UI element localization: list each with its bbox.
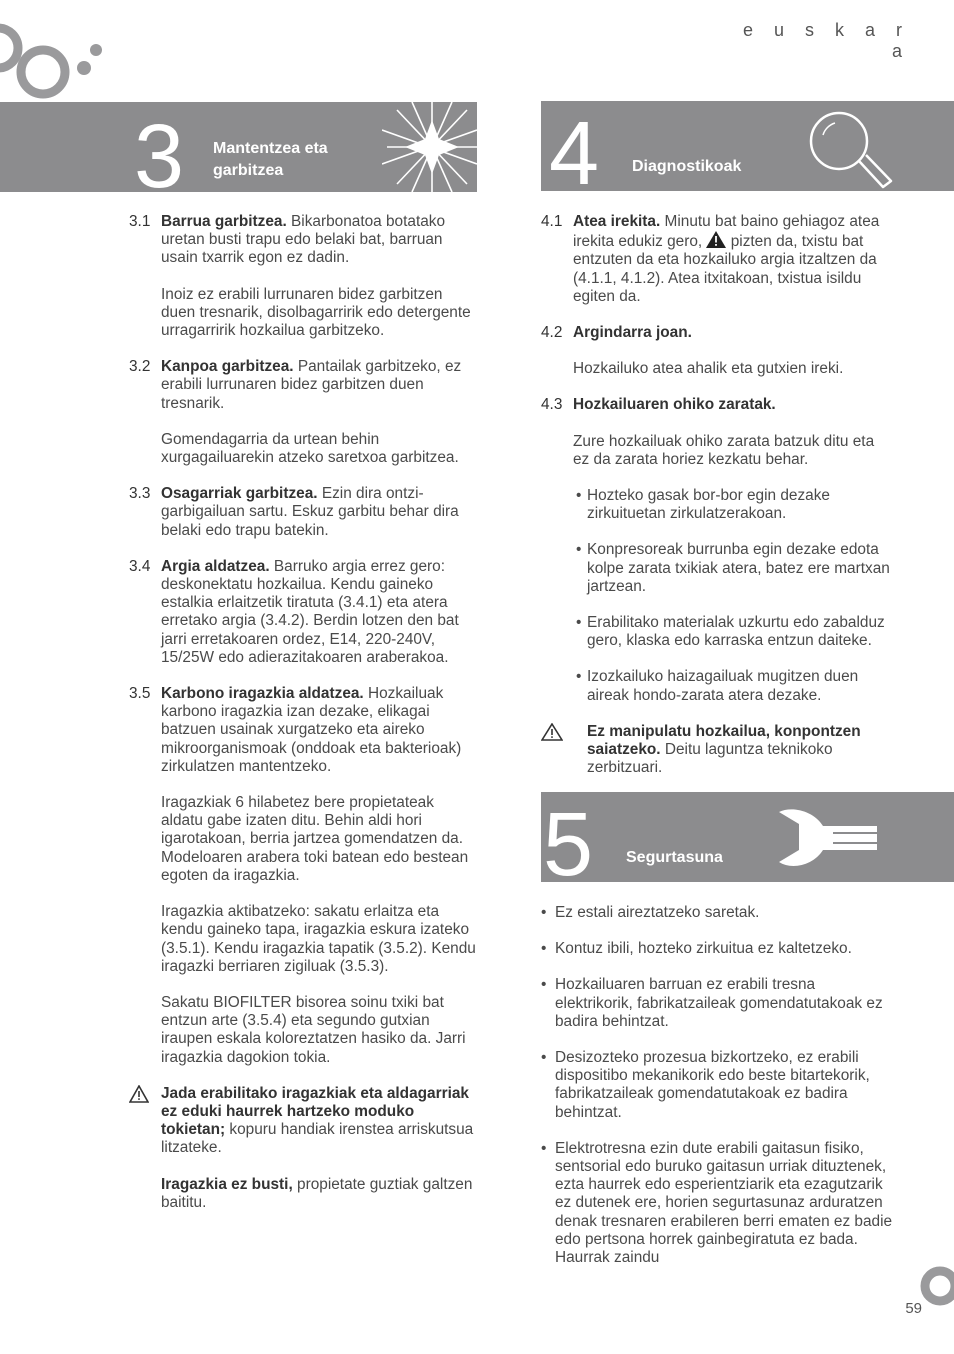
section-3-header	[0, 102, 477, 192]
section-5-number: 5	[543, 795, 594, 882]
item-3-3-heading: Osagarriak garbitzea.	[161, 485, 318, 503]
item-3-5: 3.5 Karbono iragazkia aldatzea. Hozkailuak karbono iragazkia izan dezake, elikagai batzuen usainak xurgatzeko eta aireko mikroorganismoak (onddoak eta bakterioak) zirkulatzen mantentzeko. Iragazkiak 6 hilabetez bere propietateak aldatu gabe izaten ditu. Behin aldi hori igarotakoan, berria jartzea gomendatzen da. Modeloaren arabera toki batean edo bestean egoten da iragazkia. Iragazkia aktibatzeko: sakatu erlaitza eta kendu gaineko tapa, iragazkia eskura izateko (3.5.1). Kendu iragazkia tapatik (3.5.2). Kendu iragazki berriaren zigiluak (3.5.3). Sakatu BIOFILTER bisorea soinu txiki bat entzun arte (3.5.4) eta segundo gutxian iraupen eskala koloreztatzen hasiko da. Jarri iragazkia dagokion tokia.	[129, 685, 479, 1067]
list-item: • Desizozteko prozesua bizkortzeko, ez erabili dispositibo mekanikorik edo beste bitartekorik, fabrikatzaileak gomendatutakoak ez badira behintzat.	[541, 1049, 870, 1121]
section-5-title: Segurtasuna	[626, 849, 723, 866]
item-4-2-heading: Argindarra joan.	[573, 324, 692, 342]
item-3-2-note: Gomendagarria da urtean behin xurgagailuarekin atzeko saretxoa garbitzea.	[161, 430, 459, 467]
sparkle-icon	[382, 102, 477, 192]
item-3-2: 3.2 Kanpoa garbitzea. Pantailak garbitzeko, ez erabili lurrunaren bidez garbitzen duen tresnarik. Gomendagarria da urtean behin xurgagailuarekin atzeko saretxoa garbitzea.	[129, 358, 479, 467]
list-item: • Erabilitako materialak uzkurtu edo zabalduz gero, klaska edo karraska entzun daiteke.	[576, 614, 885, 650]
corner-circle-decoration	[918, 1264, 954, 1308]
item-3-5-heading: Karbono iragazkia aldatzea.	[161, 685, 364, 703]
wrench-icon	[773, 806, 883, 872]
list-item: • Izozkailuko haizagailuak mugitzen duen aireak hondo-zarata atera dezake.	[576, 668, 859, 704]
language-label: e u s k a r a	[742, 20, 910, 61]
list-item: • Hozteko gasak bor-bor egin dezake zirkuituetan zirkulatzerakoan.	[576, 487, 830, 523]
section-3-content	[129, 213, 479, 1230]
warning-icon	[541, 723, 563, 741]
alarm-triangle-icon	[706, 231, 726, 248]
magnifier-icon	[803, 109, 898, 191]
section-4-title: Diagnostikoak	[632, 158, 742, 175]
item-3-5-note-3: Sakatu BIOFILTER bisorea soinu txiki bat entzun arte (3.5.4) eta segundo gutxian iraupen eskala koloreztatzen hasiko da. Jarri iragazkia dagokion tokia.	[161, 993, 466, 1066]
section-3-warning: Jada erabilitako iragazkiak eta aldagarriak ez eduki haurrek hartzeko moduko tokietan; kopuru handiak irenstea arriskutsua litzateke. Iragazkia ez busti, propietate guztiak galtzen baititu.	[129, 1085, 479, 1212]
item-4-1-heading: Atea irekita.	[573, 213, 661, 230]
item-4-3-heading: Hozkailuaren ohiko zaratak.	[573, 396, 776, 414]
item-4-1: 4.1 Atea irekita. Minutu bat baino gehiagoz atea irekita edukiz gero, pizten da, txistu bat entzuten da eta hozkailuko argia itzaltzen da (4.1.1, 4.1.2). Atea itxitakoan, txistua isildu egiten da.	[541, 213, 880, 305]
list-item: • Hozkailuaren barruan ez erabili tresna elektrikorik, fabrikatzaileak gomendatutakoak ez badira behintzat.	[541, 976, 883, 1030]
decorative-circles	[0, 18, 110, 108]
warning-icon	[129, 1085, 149, 1103]
page-number: 59	[905, 1300, 922, 1317]
list-item: • Elektrotresna ezin dute erabili gaitasun fisiko, sentsorial edo buruko gaitasun urriak dituztenek, ezta haurrek edo esperientziarik eta ezagutzarik ez dutenek ere, horien segurtasunaz arduratzen denak tresnaren erabileren berri ematen ez badie edo pertsona horrek gainbegiratuta ez bada. Haurrak zaindu	[541, 1139, 893, 1267]
item-3-2-heading: Kanpoa garbitzea.	[161, 358, 294, 376]
item-3-4-heading: Argia aldatzea.	[161, 557, 270, 575]
item-3-3: 3.3 Osagarriak garbitzea. Ezin dira ontzi-garbigailuan sartu. Eskuz garbitu behar dira belaki edo trapu batekin.	[129, 485, 459, 539]
item-3-1-note: Inoiz ez erabili lurrunaren bidez garbitzen duen tresnarik, disolbagarririk edo detergente urragarririk hozkailua garbitzeko.	[161, 285, 471, 340]
item-4-3: 4.3 Hozkailuaren ohiko zaratak. Zure hozkailuak ohiko zarata batzuk ditu eta ez da zarata horiez kezkatu behar. • Hozteko gasak bor-bor egin dezake zirkuituetan zirkulatzerakoan. • Konpresoreak burrunba egin dezake edota kolpe zarata txikiak atera, batez ere martxan jartzean. • Erabilitako materialak uzkurtu edo zabalduz gero, klaska edo karraska entzun daiteke. • Izozkailuko haizagailuak mugitzen duen aireak hondo-zarata atera dezake.	[541, 396, 893, 704]
item-3-4: 3.4 Argia aldatzea. Barruko argia errez gero: deskonektatu hozkailua. Kendu gaineko estalkia erlaitzetik tiratuta (3.4.1) eta atera erretako argia (3.4.2). Berdin lotzen den bat jarri erretakoaren ordez, E14, 220-240V, 15/25W edo adierazitakoaren araberakoa.	[129, 557, 459, 666]
section-3-number: 3	[134, 107, 185, 192]
item-3-5-note-2: Iragazkia aktibatzeko: sakatu erlaitza eta kendu gaineko tapa, iragazkia eskura izateko (3.5.1). Kendu iragazkia tapatik (3.5.2). Kendu iragazki berriaren zigiluak (3.5.3).	[161, 903, 476, 975]
section-5-header	[541, 792, 954, 882]
list-item: • Konpresoreak burrunba egin dezake edota kolpe zarata txikiak atera, batez ere martxan jartzean.	[576, 541, 890, 595]
section-4-number: 4	[549, 104, 600, 191]
section-4-warning: Ez manipulatu hozkailua, konpontzen saiatzeko. Deitu laguntza teknikoko zerbitzuari.	[541, 723, 893, 778]
item-3-5-note-1: Iragazkiak 6 hilabetez bere propietateak aldatu gabe izaten ditu. Behin aldi hori igarotakoan, berria jartzea gomendatzen da. Modeloaren arabera toki batean edo bestean egoten da iragazkia.	[161, 794, 469, 884]
section-3-title: Mantentzea eta garbitzea	[213, 140, 328, 179]
section-4-header	[541, 101, 954, 191]
section-4-content	[541, 213, 893, 795]
item-3-1-heading: Barrua garbitzea.	[161, 213, 287, 230]
list-item: • Ez estali aireztatzeko saretak.	[541, 904, 760, 921]
item-3-1: 3.1 Barrua garbitzea. Bikarbonatoa botatako uretan busti trapu edo belaki bat, barruan usain txarrik egon ez dadin. Inoiz ez erabili lurrunaren bidez garbitzen duen tresnarik, disolbagarririk edo detergente urragarririk hozkailua garbitzeko.	[129, 213, 479, 340]
section-5-content	[541, 904, 893, 1285]
list-item: • Kontuz ibili, hozteko zirkuitua ez kaltetzeko.	[541, 940, 852, 958]
item-4-2: 4.2 Argindarra joan. Hozkailuko atea ahalik eta gutxien ireki.	[541, 324, 844, 378]
